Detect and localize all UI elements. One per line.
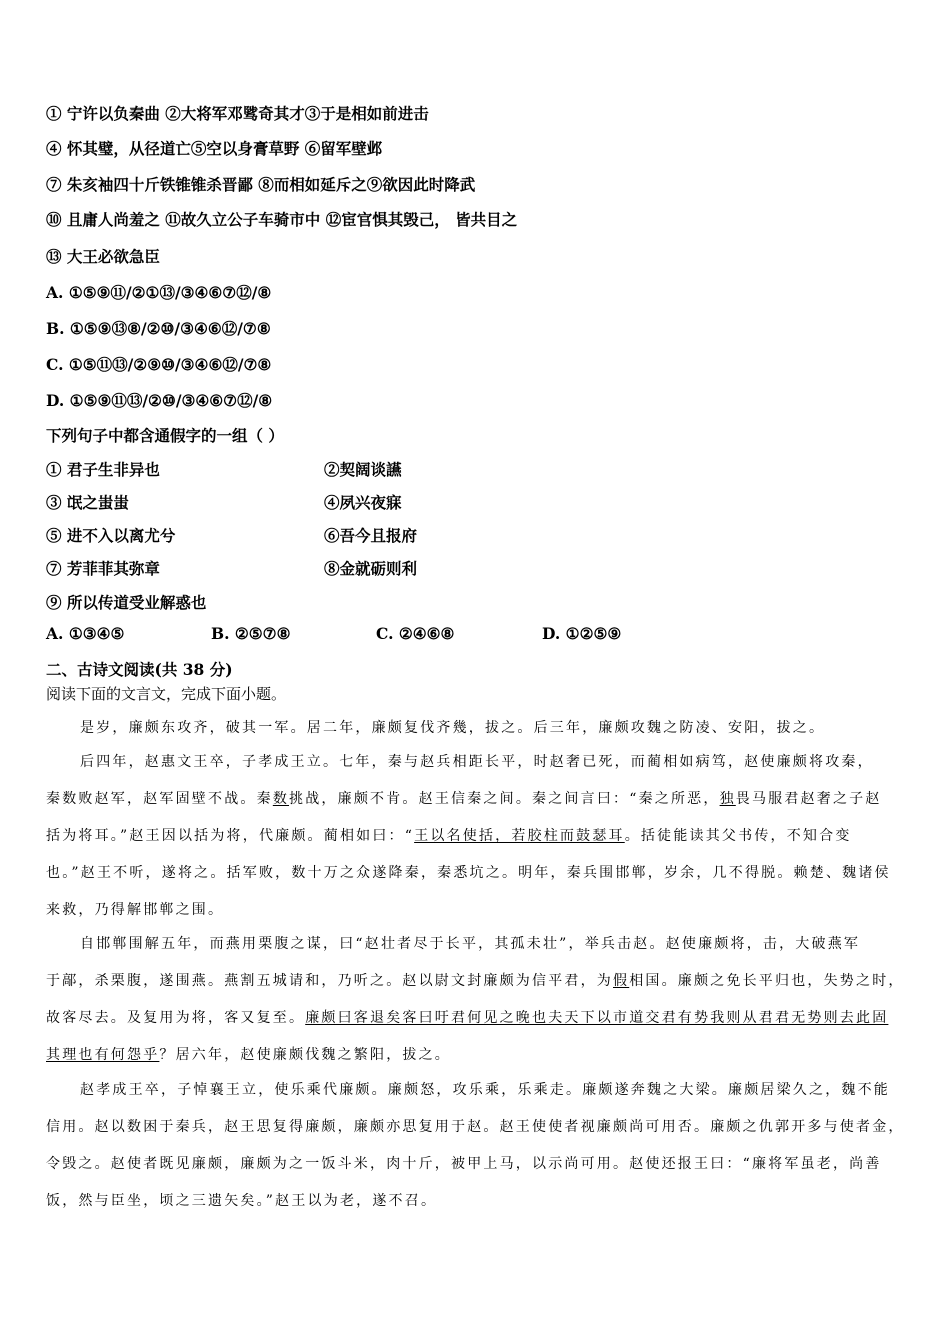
tongjia-last-item: ⑨ 所以传道受业解惑也 <box>46 593 207 612</box>
tongjia-option-a: A. ①③④⑤ <box>46 624 125 643</box>
tongjia-item: ④夙兴夜寐 <box>324 493 402 512</box>
tongjia-item: ②契阔谈讌 <box>324 460 402 479</box>
underlined-sentence: 王以名使括，若胶柱而鼓瑟耳 <box>414 828 625 844</box>
tongjia-stem: 下列句子中都含通假字的一组（ ） <box>46 426 284 445</box>
passage-line <box>46 970 905 990</box>
passage-text: 。括徒能读其父书传，不知合变 <box>624 828 852 844</box>
sort-items-line-1: ① 宁许以负秦曲 ②大将军邓骘奇其才③于是相如前进击 <box>46 104 429 123</box>
passage-line <box>46 1044 451 1064</box>
passage-text: ？居六年，赵使廉颇伐魏之繁阳，拔之。 <box>159 1047 452 1063</box>
tongjia-item: ① 君子生非异也 <box>46 460 160 479</box>
passage-text: 于鄗，杀栗腹，遂围燕。燕割五城请和，乃听之。赵以尉文封廉颇为信平君，为 <box>46 973 613 989</box>
sort-option-d: D. ①⑤⑨⑪⑬/②⑩/③④⑥⑦⑫/⑧ <box>46 391 273 410</box>
passage-line <box>46 1007 888 1027</box>
tongjia-item: ⑦ 芳菲菲其弥章 <box>46 559 160 578</box>
sort-items-line-2: ④ 怀其璧，从径道亡⑤空以身膏草野 ⑥留军壁邺 <box>46 139 383 158</box>
tongjia-row <box>46 491 646 513</box>
passage-text: 相国。廉颇之免长平归也，失势之时， <box>629 973 905 989</box>
underlined-word: 独 <box>719 791 736 807</box>
passage-line: 赵孝成王卒，子悼襄王立，使乐乘代廉颇。廉颇怒，攻乐乘，乐乘走。廉颇遂奔魏之大梁。廉颇居梁久之，魏不能 <box>80 1082 890 1098</box>
tongjia-item: ③ 氓之蚩蚩 <box>46 493 129 512</box>
tongjia-item: ⑧金就砺则利 <box>324 559 418 578</box>
passage-text: 挑战，廉颇不肯。赵王信秦之间。秦之间言曰：“秦之所恶， <box>289 791 720 807</box>
underlined-word: 假 <box>613 973 630 989</box>
tongjia-item: ⑤ 进不入以离尤兮 <box>46 526 176 545</box>
passage-line <box>46 788 882 808</box>
passage-line: 令毁之。赵使者既见廉颇，廉颇为之一饭斗米，肉十斤，被甲上马，以示尚可用。赵使还报王曰：“廉将军虽老，尚善 <box>46 1156 882 1172</box>
section-instruction: 阅读下面的文言文，完成下面小题。 <box>46 685 287 703</box>
sort-option-c: C. ①⑤⑪⑬/②⑨⑩/③④⑥⑫/⑦⑧ <box>46 355 272 374</box>
underlined-sentence: 廉颇曰客退矣客曰吁君何见之晚也夫天下以市道交君有势我则从君君无势则去此固 <box>305 1010 889 1026</box>
sort-option-b: B. ①⑤⑨⑬⑧/②⑩/③④⑥⑫/⑦⑧ <box>46 319 271 338</box>
passage-line <box>46 825 852 845</box>
passage-line: 后四年，赵惠文王卒，子孝成王立。七年，秦与赵兵相距长平，时赵奢已死，而蔺相如病笃，赵使廉颇将攻秦， <box>80 754 874 770</box>
passage-text: 秦数败赵军，赵军固壁不战。秦 <box>46 791 273 807</box>
passage-line: 是岁，廉颇东攻齐，破其一军。居二年，廉颇复伐齐幾，拔之。后三年，廉颇攻魏之防凌、安阳，拔之。 <box>80 720 826 736</box>
tongjia-option-b: B. ②⑤⑦⑧ <box>211 624 291 643</box>
sort-items-line-3: ⑦ 朱亥袖四十斤铁锥锥杀晋鄙 ⑧而相如延斥之⑨欲因此时降武 <box>46 175 476 194</box>
section-heading: 二、古诗文阅读(共 38 分) <box>46 660 233 679</box>
tongjia-row <box>46 557 646 579</box>
passage-line: 信用。赵以数困于秦兵，赵王思复得廉颇，廉颇亦思复用于赵。赵王使使者视廉颇尚可用否。廉颇之仇郭开多与使者金， <box>46 1119 905 1135</box>
passage-line: 也。”赵王不听，遂将之。括军败，数十万之众遂降秦，秦悉坑之。明年，秦兵围邯郸，岁余，几不得脱。赖楚、魏诸侯 <box>46 865 891 881</box>
sort-items-line-4: ⑩ 且庸人尚羞之 ⑪故久立公子车骑市中 ⑫宦官惧其毁己， 皆共目之 <box>46 210 518 229</box>
passage-line: 来救，乃得解邯郸之围。 <box>46 902 225 918</box>
tongjia-row <box>46 524 646 546</box>
passage-text: 括为将耳。”赵王因以括为将，代廉颇。蔺相如曰：“ <box>46 828 415 844</box>
underlined-sentence: 其理也有何怨乎 <box>46 1047 160 1063</box>
tongjia-option-d: D. ①②⑤⑨ <box>542 624 622 643</box>
passage-text: 畏马服君赵奢之子赵 <box>735 791 882 807</box>
tongjia-item: ⑥吾今且报府 <box>324 526 418 545</box>
passage-line: 饭，然与臣坐，顷之三遗矢矣。”赵王以为老，遂不召。 <box>46 1193 438 1209</box>
sort-option-a: A. ①⑤⑨⑪/②①⑬/③④⑥⑦⑫/⑧ <box>46 283 272 302</box>
tongjia-option-c: C. ②④⑥⑧ <box>376 624 455 643</box>
underlined-word: 数 <box>272 791 290 807</box>
passage-line: 自邯郸围解五年，而燕用栗腹之谋，曰“赵壮者尽于长平，其孤未壮”，举兵击赵。赵使廉颇将，击，大破燕军 <box>80 936 861 952</box>
tongjia-row <box>46 458 646 480</box>
passage-text: 故客尽去。及复用为将，客又复至。 <box>46 1010 306 1026</box>
sort-items-line-5: ⑬ 大王必欲急臣 <box>46 247 160 266</box>
